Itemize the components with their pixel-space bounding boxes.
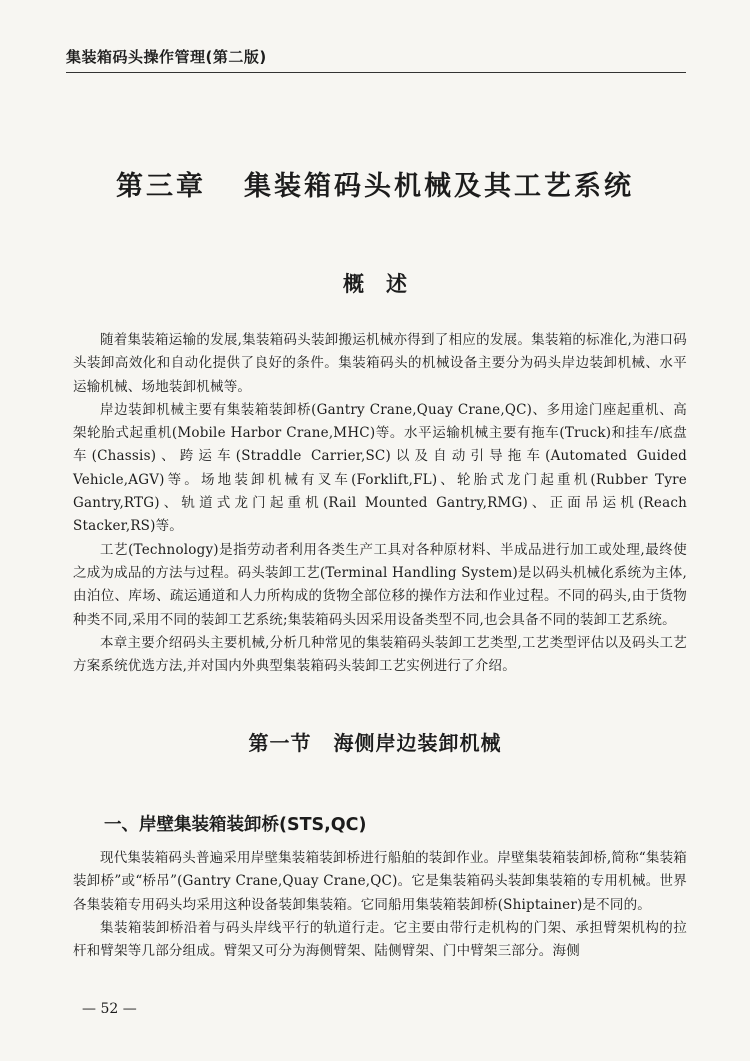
chapter-title [0, 164, 750, 203]
overview-body [73, 329, 687, 678]
page-number: — 52 — [82, 1001, 137, 1017]
paragraph: 随着集装箱运输的发展,集装箱码头装卸搬运机械亦得到了相应的发展。集装箱的标准化,为港口码头装卸高效化和自动化提供了良好的条件。集装箱码头的机械设备主要分为码头岸边装卸机械、水平运输机械、场地装卸机械等。 [73, 332, 687, 395]
paragraph: 岸边装卸机械主要有集装箱装卸桥(Gantry Crane,Quay Crane,QC)、多用途门座起重机、高架轮胎式起重机(Mobile Harbor Crane,MHC)等。水平运输机械主要有拖车(Truck)和挂车/底盘车(Chassis)、跨运车(Straddle Carrier,SC)以及自动引导拖车(Automated Guided Vehicle,AGV)等。场地装卸机械有叉车(Forklift,FL)、轮胎式龙门起重机(Rubber Tyre Gantry,RTG)、轨道式龙门起重机(Rail Mounted Gantry,RMG)、正面吊运机(Reach Stacker,RS)等。 [73, 401, 687, 535]
paragraph: 集装箱装卸桥沿着与码头岸线平行的轨道行走。它主要由带行走机构的门架、承担臂架机构的拉杆和臂架等几部分组成。臂架又可分为海侧臂架、陆侧臂架、门中臂架三部分。海侧 [73, 919, 687, 960]
paragraph: 工艺(Technology)是指劳动者利用各类生产工具对各种原材料、半成品进行加工或处理,最终使之成为成品的方法与过程。码头装卸工艺(Terminal Handling System)是以码头机械化系统为主体,由泊位、库场、疏运通道和人力所构成的货物全部位移的操作方法和作业过程。不同的码头,由于货物种类不同,采用不同的装卸工艺系统;集装箱码头因采用设备类型不同,也会具备不同的装卸工艺系统。 [73, 541, 687, 628]
overview-heading: 概述 [343, 272, 429, 296]
chapter-title-text: 集装箱码头机械及其工艺系统 [244, 171, 634, 202]
paragraph: 现代集装箱码头普遍采用岸壁集装箱装卸桥进行船舶的装卸作业。岸壁集装箱装卸桥,简称“集装箱装卸桥”或“桥吊”(Gantry Crane,Quay Crane,QC)。它是集装箱码头装卸集装箱的专用机械。世界各集装箱专用码头均采用这种设备装卸集装箱。它同船用集装箱装卸桥(Shiptainer)是不同的。 [73, 850, 687, 913]
paragraph: 本章主要介绍码头主要机械,分析几种常见的集装箱码头装卸工艺类型,工艺类型评估以及码头工艺方案系统优选方法,并对国内外典型集装箱码头装卸工艺实例进行了介绍。 [73, 634, 687, 675]
section-title [0, 727, 750, 756]
subsection-heading: 一、岸壁集装箱装卸桥(STS,QC) [104, 815, 367, 835]
page-header [66, 46, 686, 73]
running-head: 集装箱码头操作管理(第二版) [66, 48, 267, 66]
section-number: 第一节 [248, 731, 312, 755]
section-title-text: 海侧岸边装卸机械 [333, 731, 502, 755]
subsection-body [73, 847, 687, 963]
chapter-number: 第三章 [116, 171, 206, 202]
